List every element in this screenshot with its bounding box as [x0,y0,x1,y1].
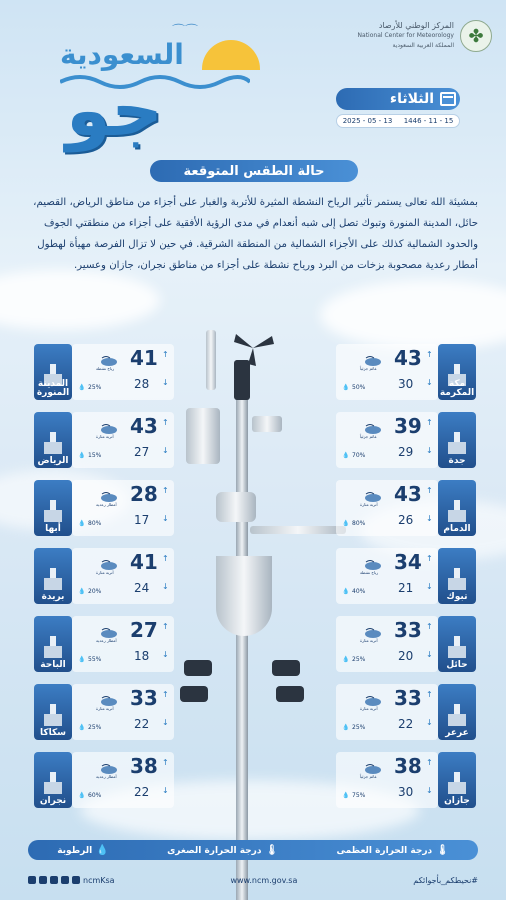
up-arrow-icon: ↑ [426,350,433,359]
city-weather-panel [72,616,174,672]
humidity-value: 60% [88,792,102,799]
max-temp: 41 [130,346,158,370]
city-name: الرياض [37,456,69,466]
weather-condition-icon [364,692,382,704]
legend-hum [57,845,108,856]
city-landmark-image [438,480,476,536]
weather-condition-icon [364,556,382,568]
weather-condition-icon [364,624,382,636]
city-weather-panel [336,752,438,808]
date-box [336,88,460,128]
weather-condition-label: أمطار رعدية [96,774,117,779]
down-arrow-icon: ↓ [162,582,169,591]
down-arrow-icon: ↓ [426,718,433,727]
logo-jaw: جو [66,68,164,152]
anemometer-icon [228,328,278,368]
city-landmark-image [34,616,72,672]
humidity-icon: 💧 [342,588,350,595]
weather-condition-label: غائم جزئياً [360,366,377,371]
weather-condition-icon [100,420,118,432]
max-temp: 27 [130,618,158,642]
social-handle[interactable]: ncmKsa [83,875,115,885]
weather-condition-label: غائم جزئياً [360,774,377,779]
city-landmark-image [34,480,72,536]
humidity-value: 70% [352,452,366,459]
min-temp: 20 [398,649,414,663]
humidity-value: 20% [88,588,102,595]
city-weather-panel [72,752,174,808]
weather-condition-label: أتربة مثارة [360,706,378,711]
weather-station-illustration [176,320,346,900]
weather-condition-label: أمطار رعدية [96,638,117,643]
instagram-icon[interactable] [50,876,58,884]
city-landmark-image [34,684,72,740]
weather-condition-label: غائم جزئياً [360,434,377,439]
max-temp: 34 [394,550,422,574]
up-arrow-icon: ↑ [162,690,169,699]
city-landmark-image [438,412,476,468]
max-temp: 28 [130,482,158,506]
city-card [336,480,476,536]
min-temp: 21 [398,581,414,595]
city-name: جازان [444,796,470,806]
up-arrow-icon: ↑ [426,554,433,563]
down-arrow-icon: ↓ [426,650,433,659]
min-temp: 26 [398,513,414,527]
humidity-icon: 💧 [342,452,350,459]
down-arrow-icon: ↓ [162,514,169,523]
city-name: الدمام [443,524,471,534]
min-temp: 24 [134,581,150,595]
min-temp: 22 [134,785,150,799]
humidity-value: 80% [88,520,102,527]
city-name: عرعر [445,728,469,738]
up-arrow-icon: ↑ [426,758,433,767]
cloud [0,270,160,330]
weather-condition-label: رياح نشطة [96,366,115,371]
city-landmark-image [438,548,476,604]
city-weather-panel [72,480,174,536]
city-card [336,344,476,400]
max-temp: 43 [394,482,422,506]
calendar-icon [440,92,456,106]
city-card [34,344,174,400]
max-temp: 38 [394,754,422,778]
up-arrow-icon: ↑ [162,758,169,767]
jaw-logo [52,8,252,152]
city-card [336,616,476,672]
min-temp: 27 [134,445,150,459]
humidity-icon: 💧 [78,520,86,527]
humidity-icon: 💧 [78,588,86,595]
sun-icon [202,40,260,70]
max-temp: 33 [130,686,158,710]
city-card [336,548,476,604]
max-temp: 33 [394,618,422,642]
thermometer-low-icon: 🌡 [265,844,279,856]
up-arrow-icon: ↑ [162,418,169,427]
city-weather-panel [336,616,438,672]
humidity-value: 25% [88,384,102,391]
palm-seal-icon: ✤ [460,20,492,52]
humidity-icon: 💧 [342,384,350,391]
cloud [320,280,506,350]
city-landmark-image [34,412,72,468]
city-name: سكاكا [39,728,67,738]
city-landmark-image [34,344,72,400]
footer [28,872,478,888]
forecast-text: بمشيئة الله تعالى يستمر تأثير الرياح النشطة المثيرة للأتربة والغبار على أجزاء من مناطق الرياض، القصيم، حائل، المدينة المنورة وتبوك تصل إلى شبه أنعدام في مدى الرؤية الأفقية على أجزاء من منطقتي الجوف والحدود الشمالية كذلك على الأجزاء الشمالية من المنطقة الشرقية. في حين لا تزال الفرصة مهيأة لهطول أمطار رعدية مصحوبة بزخات من البرد ورياح نشطة على أجزاء من مناطق نجران، جازان وعسير. [33,197,478,271]
down-arrow-icon: ↓ [162,718,169,727]
down-arrow-icon: ↓ [426,514,433,523]
humidity-value: 75% [352,792,366,799]
down-arrow-icon: ↓ [426,582,433,591]
up-arrow-icon: ↑ [162,554,169,563]
city-name: الباحة [40,660,66,670]
min-temp: 22 [134,717,150,731]
day-name: الثلاثاء [389,91,434,107]
city-card [336,684,476,740]
up-arrow-icon: ↑ [162,486,169,495]
city-landmark-image [34,548,72,604]
down-arrow-icon: ↓ [162,378,169,387]
x-icon[interactable] [28,876,36,884]
legend-max-label: درجة الحرارة العظمى [336,845,433,856]
humidity-icon: 💧 [342,792,350,799]
humidity-icon: 💧 [78,792,86,799]
humidity-icon: 💧 [342,520,350,527]
date-gregorian: 2025 - 05 - 13 [342,117,393,125]
website-link[interactable]: www.ncm.gov.sa [230,875,298,885]
youtube-icon[interactable] [39,876,47,884]
humidity-value: 25% [88,724,102,731]
city-name: أبها [45,524,61,534]
up-arrow-icon: ↑ [162,350,169,359]
weather-condition-icon [364,488,382,500]
city-card [336,412,476,468]
min-temp: 30 [398,377,414,391]
weather-condition-label: رياح نشطة [360,570,379,575]
tiktok-icon[interactable] [72,876,80,884]
max-temp: 43 [130,414,158,438]
down-arrow-icon: ↓ [162,786,169,795]
legend-bar [28,840,478,860]
legend-min [167,845,278,856]
humidity-value: 15% [88,452,102,459]
weather-condition-label: أمطار رعدية [96,502,117,507]
date-hijri: 1446 - 11 - 15 [403,117,454,125]
weather-condition-icon [100,556,118,568]
legend-max [337,845,449,856]
humidity-icon: 💧 [78,724,86,731]
down-arrow-icon: ↓ [426,446,433,455]
down-arrow-icon: ↓ [426,378,433,387]
legend-min-label: درجة الحرارة الصغرى [167,845,262,856]
min-temp: 30 [398,785,414,799]
city-name: نجران [39,796,67,806]
min-temp: 22 [398,717,414,731]
weather-condition-icon [364,760,382,772]
city-name: مكة المكرمة [439,379,475,398]
city-weather-panel [336,344,438,400]
weather-condition-label: أتربة مثارة [96,434,114,439]
max-temp: 38 [130,754,158,778]
org-name-ar: المركز الوطني للأرصاد [378,21,454,30]
min-temp: 18 [134,649,150,663]
weather-condition-label: أتربة مثارة [96,706,114,711]
up-arrow-icon: ↑ [162,622,169,631]
city-weather-panel [336,684,438,740]
city-card [34,752,174,808]
city-landmark-image [438,752,476,808]
city-name: المدينة المنورة [36,379,70,398]
city-card [34,412,174,468]
down-arrow-icon: ↓ [426,786,433,795]
logo-saudi: السعودية [60,38,184,71]
up-arrow-icon: ↑ [426,622,433,631]
org-name-en: National Center for Meteorology [357,32,454,39]
weather-condition-label: أتربة مثارة [360,638,378,643]
humidity-value: 55% [88,656,102,663]
weather-condition-label: أتربة مثارة [96,570,114,575]
legend-hum-label: الرطوبة [57,845,93,856]
city-weather-panel [72,548,174,604]
city-name: تبوك [446,592,468,602]
min-temp: 29 [398,445,414,459]
dates-row [336,114,460,128]
weather-condition-icon [100,488,118,500]
org-country: المملكة العربية السعودية [392,42,454,49]
city-weather-panel [336,480,438,536]
humidity-value: 25% [352,724,366,731]
hashtag: #نحيطكم_بأجوائكم [413,875,478,885]
social-links [28,876,115,885]
city-weather-panel [336,412,438,468]
city-landmark-image [438,684,476,740]
humidity-value: 25% [352,656,366,663]
max-temp: 41 [130,550,158,574]
city-landmark-image [438,616,476,672]
max-temp: 43 [394,346,422,370]
humidity-value: 50% [352,384,366,391]
city-weather-panel [72,684,174,740]
city-card [336,752,476,808]
weather-condition-icon [100,760,118,772]
city-weather-panel [72,344,174,400]
city-card [34,616,174,672]
weather-condition-icon [100,352,118,364]
weather-condition-icon [100,624,118,636]
humidity-value: 80% [352,520,366,527]
weather-condition-icon [364,420,382,432]
city-name: حائل [446,660,468,670]
city-name: جدة [448,456,466,466]
humidity-value: 40% [352,588,366,595]
snapchat-icon[interactable] [61,876,69,884]
ncm-org [358,20,492,52]
city-card [34,548,174,604]
city-name: بريدة [41,592,65,602]
down-arrow-icon: ↓ [162,446,169,455]
city-landmark-image [438,344,476,400]
min-temp: 28 [134,377,150,391]
humidity-icon: 💧 [342,656,350,663]
humidity-icon: 💧 [78,452,86,459]
weather-condition-icon [100,692,118,704]
weather-condition-label: أتربة مثارة [360,502,378,507]
up-arrow-icon: ↑ [426,486,433,495]
city-card [34,684,174,740]
min-temp: 17 [134,513,150,527]
max-temp: 39 [394,414,422,438]
city-weather-panel [336,548,438,604]
city-weather-panel [72,412,174,468]
up-arrow-icon: ↑ [426,418,433,427]
day-pill [336,88,460,110]
thermometer-high-icon: 🌡 [436,844,449,856]
up-arrow-icon: ↑ [426,690,433,699]
humidity-icon: 💧 [342,724,350,731]
bird-icon: ⌒⌒ [172,24,199,39]
city-card [34,480,174,536]
section-title: حالة الطقس المتوقعة [150,160,358,182]
humidity-icon: 💧 [78,656,86,663]
city-landmark-image [34,752,72,808]
weather-condition-icon [364,352,382,364]
humidity-icon: 💧 [78,384,86,391]
down-arrow-icon: ↓ [162,650,169,659]
max-temp: 33 [394,686,422,710]
humidity-icon: 💧 [96,844,109,856]
